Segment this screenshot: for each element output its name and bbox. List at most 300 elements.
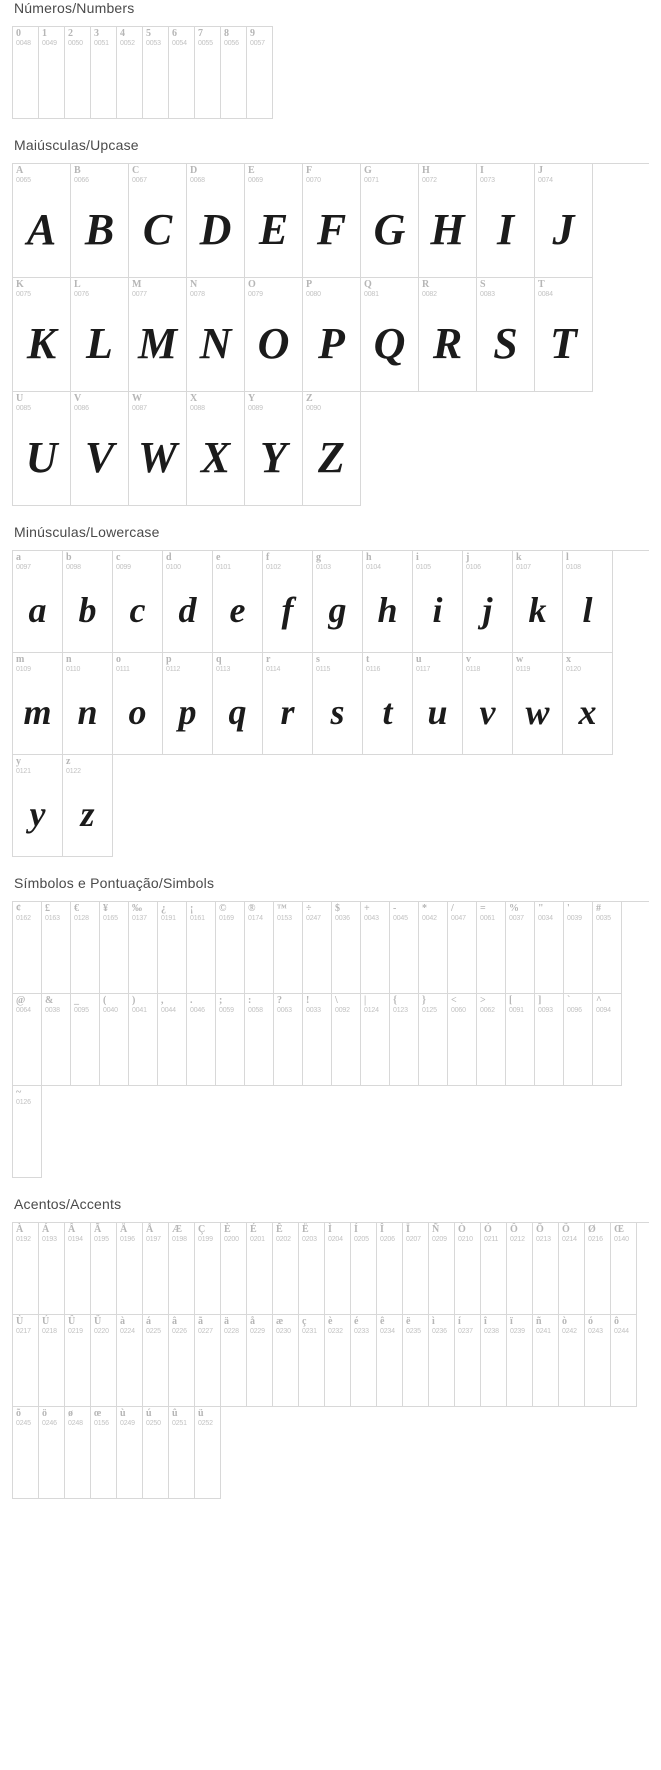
glyph-cell[interactable]	[325, 1315, 351, 1407]
glyph-cell[interactable]	[187, 994, 216, 1086]
glyph-code-label: 0119	[516, 665, 531, 673]
glyph-code-label: 0064	[16, 1006, 31, 1014]
glyph-cell[interactable]	[419, 902, 448, 994]
glyph-preview: s	[330, 691, 345, 732]
glyph-meta	[480, 166, 495, 184]
glyph-meta	[45, 904, 60, 922]
glyph-code-label: 0080	[306, 290, 321, 298]
glyph-cell[interactable]	[91, 1223, 117, 1315]
glyph-cell[interactable]	[39, 1407, 65, 1499]
glyph-cell[interactable]	[263, 653, 313, 755]
glyph-cell[interactable]	[13, 278, 71, 392]
glyph-meta	[16, 280, 31, 298]
glyph-meta	[276, 1225, 291, 1243]
glyph-meta	[74, 166, 89, 184]
glyph-cell[interactable]	[71, 994, 100, 1086]
glyph-char-label: >	[480, 995, 486, 1006]
glyph-cell[interactable]	[463, 551, 513, 653]
glyph-code-label: 0216	[588, 1235, 603, 1243]
glyph-meta	[132, 280, 147, 298]
glyph-meta	[302, 1317, 317, 1335]
glyph-cell[interactable]	[113, 551, 163, 653]
glyph-cell[interactable]	[513, 551, 563, 653]
glyph-cell[interactable]	[274, 994, 303, 1086]
glyph-cell[interactable]	[303, 164, 361, 278]
glyph-code-label: 0245	[16, 1419, 31, 1427]
glyph-code-label: 0169	[219, 914, 234, 922]
glyph-code-label: 0205	[354, 1235, 369, 1243]
glyph-char-label: x	[566, 654, 571, 665]
glyph-cell[interactable]	[403, 1315, 429, 1407]
glyph-cell[interactable]	[563, 551, 613, 653]
glyph-cell[interactable]	[481, 1315, 507, 1407]
glyph-preview: O	[257, 318, 290, 368]
glyph-cell[interactable]	[129, 164, 187, 278]
glyph-code-label: 0230	[276, 1327, 291, 1335]
glyph-cell[interactable]	[13, 551, 63, 653]
glyph-char-label: R	[422, 279, 430, 290]
glyph-char-label: /	[451, 903, 454, 914]
glyph-cell[interactable]	[117, 27, 143, 119]
glyph-meta	[364, 996, 379, 1014]
glyph-meta	[266, 553, 281, 571]
glyph-meta	[248, 394, 263, 412]
glyph-cell[interactable]	[63, 551, 113, 653]
glyph-cell[interactable]	[247, 1315, 273, 1407]
glyph-code-label: 0089	[248, 404, 263, 412]
glyph-cell[interactable]	[390, 994, 419, 1086]
glyph-cell[interactable]	[100, 994, 129, 1086]
glyph-code-label: 0121	[16, 767, 31, 775]
glyph-char-label: l	[566, 552, 569, 563]
glyph-meta	[393, 904, 408, 922]
glyph-cell[interactable]	[129, 278, 187, 392]
glyph-cell[interactable]	[71, 164, 129, 278]
glyph-code-label: 0056	[224, 39, 239, 47]
glyph-char-label: ù	[120, 1408, 126, 1419]
glyph-cell[interactable]	[169, 1407, 195, 1499]
glyph-char-label: n	[66, 654, 72, 665]
glyph-cell[interactable]	[247, 1223, 273, 1315]
glyph-cell[interactable]	[13, 1223, 39, 1315]
glyph-char-label: 9	[250, 28, 255, 39]
glyph-char-label: Ü	[94, 1316, 102, 1327]
glyph-meta	[16, 166, 31, 184]
glyph-cell[interactable]	[13, 27, 39, 119]
glyph-preview: N	[199, 318, 232, 368]
glyph-cell[interactable]	[377, 1315, 403, 1407]
glyph-code-label: 0108	[566, 563, 581, 571]
glyph-cell[interactable]	[71, 278, 129, 392]
glyph-cell[interactable]	[419, 994, 448, 1086]
glyph-meta	[132, 904, 147, 922]
glyph-cell[interactable]	[585, 1223, 611, 1315]
glyph-cell[interactable]	[221, 1315, 247, 1407]
glyph-cell[interactable]	[13, 994, 42, 1086]
glyph-cell[interactable]	[611, 1223, 637, 1315]
glyph-cell[interactable]	[481, 1223, 507, 1315]
glyph-cell[interactable]	[195, 1407, 221, 1499]
glyph-cell[interactable]	[143, 27, 169, 119]
glyph-cell[interactable]	[39, 1315, 65, 1407]
glyph-cell[interactable]	[506, 902, 535, 994]
glyph-char-label: c	[116, 552, 121, 563]
glyph-cell[interactable]	[13, 755, 63, 857]
glyph-cell[interactable]	[273, 1223, 299, 1315]
glyph-char-label: Õ	[536, 1224, 544, 1235]
glyph-cell[interactable]	[187, 164, 245, 278]
glyph-cell[interactable]	[143, 1407, 169, 1499]
glyph-cell[interactable]	[63, 755, 113, 857]
glyph-cell[interactable]	[429, 1315, 455, 1407]
glyph-preview: b	[78, 589, 97, 630]
glyph-cell[interactable]	[361, 278, 419, 392]
glyph-cell[interactable]	[216, 994, 245, 1086]
glyph-cell[interactable]	[507, 1315, 533, 1407]
glyph-cell[interactable]	[245, 902, 274, 994]
glyph-cell[interactable]	[361, 902, 390, 994]
glyph-cell[interactable]	[363, 551, 413, 653]
glyph-char-label: _	[74, 995, 79, 1006]
glyph-meta	[480, 904, 495, 922]
glyph-cell[interactable]	[477, 902, 506, 994]
glyph-meta	[536, 1317, 551, 1335]
glyph-cell[interactable]	[303, 392, 361, 506]
glyph-code-label: 0238	[484, 1327, 499, 1335]
glyph-meta	[562, 1225, 577, 1243]
glyph-cell[interactable]	[13, 164, 71, 278]
glyph-code-label: 0074	[538, 176, 553, 184]
glyph-cell[interactable]	[535, 278, 593, 392]
glyph-cell[interactable]	[117, 1407, 143, 1499]
glyph-char-label: J	[538, 165, 543, 176]
glyph-cell[interactable]	[245, 392, 303, 506]
glyph-char-label: ì	[432, 1316, 435, 1327]
glyph-cell[interactable]	[71, 392, 129, 506]
glyph-cell[interactable]	[216, 902, 245, 994]
glyph-meta	[190, 166, 205, 184]
glyph-meta	[566, 553, 581, 571]
glyph-code-label: 0033	[306, 1006, 321, 1014]
glyph-preview: P	[318, 318, 345, 368]
glyph-cell[interactable]	[535, 164, 593, 278]
glyph-cell[interactable]	[39, 1223, 65, 1315]
glyph-preview: U	[25, 432, 58, 482]
glyph-cell[interactable]	[448, 902, 477, 994]
glyph-cell[interactable]	[63, 653, 113, 755]
glyph-cell[interactable]	[39, 27, 65, 119]
glyph-cell[interactable]	[403, 1223, 429, 1315]
glyph-meta	[306, 996, 321, 1014]
glyph-cell[interactable]	[13, 902, 42, 994]
glyph-code-label: 0104	[366, 563, 381, 571]
glyph-cell[interactable]	[313, 551, 363, 653]
glyph-cell[interactable]	[13, 653, 63, 755]
glyph-cell[interactable]	[361, 994, 390, 1086]
glyph-cell[interactable]	[129, 902, 158, 994]
glyph-cell[interactable]	[559, 1223, 585, 1315]
section-uppercase	[12, 137, 649, 506]
glyph-meta	[516, 553, 531, 571]
glyph-cell[interactable]	[213, 653, 263, 755]
glyph-preview: M	[137, 318, 178, 368]
glyph-cell[interactable]	[535, 994, 564, 1086]
glyph-cell[interactable]	[363, 653, 413, 755]
glyph-meta	[480, 280, 495, 298]
glyph-meta	[224, 1225, 239, 1243]
glyph-meta	[248, 904, 263, 922]
glyph-cell[interactable]	[351, 1315, 377, 1407]
glyph-cell[interactable]	[477, 278, 535, 392]
glyph-char-label: È	[224, 1224, 231, 1235]
glyph-cell[interactable]	[65, 27, 91, 119]
glyph-cell[interactable]	[413, 653, 463, 755]
glyph-cell[interactable]	[221, 1223, 247, 1315]
glyph-cell[interactable]	[195, 1315, 221, 1407]
glyph-code-label: 0124	[364, 1006, 379, 1014]
glyph-cell[interactable]	[195, 27, 221, 119]
glyph-cell[interactable]	[65, 1223, 91, 1315]
glyph-cell[interactable]	[533, 1223, 559, 1315]
glyph-cell[interactable]	[143, 1315, 169, 1407]
glyph-code-label: 0082	[422, 290, 437, 298]
glyph-meta	[596, 904, 611, 922]
glyph-cell[interactable]	[299, 1315, 325, 1407]
glyph-cell[interactable]	[455, 1315, 481, 1407]
glyph-cell[interactable]	[187, 392, 245, 506]
glyph-cell[interactable]	[303, 278, 361, 392]
glyph-code-label: 0079	[248, 290, 263, 298]
glyph-char-label: g	[316, 552, 321, 563]
glyph-cell[interactable]	[100, 902, 129, 994]
glyph-preview: m	[23, 691, 52, 732]
glyph-char-label: `	[567, 995, 571, 1006]
glyph-cell[interactable]	[91, 27, 117, 119]
glyph-code-label: 0092	[335, 1006, 350, 1014]
glyph-cell[interactable]	[65, 1315, 91, 1407]
glyph-cell[interactable]	[564, 902, 593, 994]
glyph-cell[interactable]	[303, 902, 332, 994]
glyph-code-label: 0209	[432, 1235, 447, 1243]
glyph-cell[interactable]	[593, 902, 622, 994]
glyph-code-label: 0201	[250, 1235, 265, 1243]
glyph-code-label: 0072	[422, 176, 437, 184]
glyph-meta	[190, 394, 205, 412]
glyph-cell[interactable]	[513, 653, 563, 755]
glyph-cell[interactable]	[564, 994, 593, 1086]
glyph-char-label: &	[45, 995, 54, 1006]
glyph-char-label: (	[103, 995, 107, 1006]
glyph-char-label: E	[248, 165, 255, 176]
glyph-cell[interactable]	[221, 27, 247, 119]
glyph-cell[interactable]	[419, 278, 477, 392]
glyph-cell[interactable]	[143, 1223, 169, 1315]
glyph-cell[interactable]	[91, 1407, 117, 1499]
glyph-preview: l	[582, 589, 593, 630]
glyph-code-label: 0224	[120, 1327, 135, 1335]
glyph-cell[interactable]	[477, 164, 535, 278]
glyph-code-label: 0226	[172, 1327, 187, 1335]
glyph-code-label: 0200	[224, 1235, 239, 1243]
glyph-cell[interactable]	[245, 164, 303, 278]
glyph-code-label: 0093	[538, 1006, 553, 1014]
section-title-symbols: Símbolos e Pontuação/Simbols	[14, 875, 215, 891]
glyph-code-label: 0054	[172, 39, 187, 47]
glyph-cell[interactable]	[332, 902, 361, 994]
glyph-code-label: 0078	[190, 290, 205, 298]
glyph-meta	[16, 757, 31, 775]
glyph-preview: v	[479, 691, 496, 732]
glyph-code-label: 0039	[567, 914, 582, 922]
glyph-cell[interactable]	[593, 994, 622, 1086]
glyph-cell[interactable]	[535, 902, 564, 994]
glyph-char-label: €	[74, 903, 79, 914]
glyph-cell[interactable]	[274, 902, 303, 994]
glyph-cell[interactable]	[158, 994, 187, 1086]
glyph-char-label: ñ	[536, 1316, 542, 1327]
glyph-cell[interactable]	[463, 653, 513, 755]
glyph-char-label: Á	[42, 1224, 50, 1235]
glyph-preview: S	[493, 318, 518, 368]
glyph-meta	[250, 29, 265, 47]
glyph-cell[interactable]	[507, 1223, 533, 1315]
glyph-cell[interactable]	[585, 1315, 611, 1407]
glyph-cell[interactable]	[129, 994, 158, 1086]
glyph-cell[interactable]	[390, 902, 419, 994]
glyph-cell[interactable]	[42, 902, 71, 994]
glyph-cell[interactable]	[506, 994, 535, 1086]
glyph-cell[interactable]	[533, 1315, 559, 1407]
glyph-char-label: æ	[276, 1316, 284, 1327]
glyph-cell[interactable]	[413, 551, 463, 653]
glyph-meta	[132, 166, 147, 184]
glyph-meta	[120, 1225, 135, 1243]
glyph-meta	[16, 1088, 31, 1106]
glyph-char-label: ~	[16, 1087, 22, 1098]
glyph-meta	[198, 1409, 213, 1427]
glyph-meta	[416, 655, 430, 673]
glyph-cell[interactable]	[42, 994, 71, 1086]
glyph-meta	[216, 553, 231, 571]
glyph-char-label: }	[422, 995, 426, 1006]
glyph-code-label: 0212	[510, 1235, 525, 1243]
glyph-cell[interactable]	[13, 1315, 39, 1407]
glyph-cell[interactable]	[71, 902, 100, 994]
glyph-cell[interactable]	[429, 1223, 455, 1315]
glyph-char-label: +	[364, 903, 370, 914]
glyph-cell[interactable]	[325, 1223, 351, 1315]
glyph-char-label: u	[416, 654, 422, 665]
glyph-cell[interactable]	[361, 164, 419, 278]
glyph-preview: E	[258, 204, 289, 254]
glyph-cell[interactable]	[213, 551, 263, 653]
glyph-char-label: Ô	[510, 1224, 518, 1235]
glyph-cell[interactable]	[187, 902, 216, 994]
glyph-meta	[538, 904, 553, 922]
glyph-cell[interactable]	[187, 278, 245, 392]
glyph-cell[interactable]	[169, 1223, 195, 1315]
glyph-meta	[614, 1317, 629, 1335]
glyph-cell[interactable]	[13, 1086, 42, 1178]
glyph-code-label: 0111	[116, 665, 130, 673]
glyph-code-label: 0094	[596, 1006, 611, 1014]
glyph-grid-numbers	[12, 26, 273, 119]
glyph-char-label: Ï	[406, 1224, 410, 1235]
glyph-preview: k	[528, 589, 547, 630]
glyph-cell[interactable]	[113, 653, 163, 755]
glyph-cell[interactable]	[263, 551, 313, 653]
glyph-meta	[335, 996, 350, 1014]
glyph-cell[interactable]	[13, 392, 71, 506]
glyph-cell[interactable]	[377, 1223, 403, 1315]
glyph-code-label: 0198	[172, 1235, 187, 1243]
glyph-char-label: Ú	[42, 1316, 50, 1327]
glyph-char-label: à	[120, 1316, 125, 1327]
glyph-meta	[588, 1317, 603, 1335]
glyph-code-label: 0060	[451, 1006, 466, 1014]
glyph-cell[interactable]	[91, 1315, 117, 1407]
glyph-cell[interactable]	[303, 994, 332, 1086]
glyph-cell[interactable]	[455, 1223, 481, 1315]
glyph-cell[interactable]	[195, 1223, 221, 1315]
glyph-char-label: ô	[614, 1316, 619, 1327]
glyph-cell[interactable]	[13, 1407, 39, 1499]
glyph-cell[interactable]	[448, 994, 477, 1086]
glyph-meta	[66, 553, 81, 571]
section-accents	[12, 1196, 649, 1499]
glyph-char-label: Â	[68, 1224, 76, 1235]
glyph-cell[interactable]	[611, 1315, 637, 1407]
glyph-char-label: Q	[364, 279, 372, 290]
glyph-cell[interactable]	[158, 902, 187, 994]
glyph-cell[interactable]	[245, 994, 274, 1086]
glyph-cell[interactable]	[477, 994, 506, 1086]
glyph-cell[interactable]	[169, 1315, 195, 1407]
glyph-meta	[216, 655, 230, 673]
glyph-cell[interactable]	[163, 551, 213, 653]
glyph-char-label: O	[248, 279, 256, 290]
glyph-cell[interactable]	[163, 653, 213, 755]
glyph-cell[interactable]	[313, 653, 363, 755]
glyph-cell[interactable]	[351, 1223, 377, 1315]
glyph-code-label: 0199	[198, 1235, 213, 1243]
glyph-cell[interactable]	[169, 27, 195, 119]
glyph-preview: e	[229, 589, 246, 630]
glyph-char-label: ?	[277, 995, 282, 1006]
glyph-char-label: ó	[588, 1316, 593, 1327]
glyph-cell[interactable]	[419, 164, 477, 278]
glyph-cell[interactable]	[299, 1223, 325, 1315]
glyph-cell[interactable]	[559, 1315, 585, 1407]
glyph-cell[interactable]	[273, 1315, 299, 1407]
glyph-code-label: 0075	[16, 290, 31, 298]
glyph-meta	[538, 996, 553, 1014]
glyph-char-label: Ù	[16, 1316, 24, 1327]
glyph-preview: X	[200, 432, 231, 482]
glyph-cell[interactable]	[65, 1407, 91, 1499]
glyph-meta	[316, 553, 331, 571]
glyph-cell[interactable]	[117, 1315, 143, 1407]
section-title-accents: Acentos/Accents	[14, 1196, 122, 1212]
glyph-meta	[16, 1225, 31, 1243]
glyph-char-label: p	[166, 654, 172, 665]
glyph-cell[interactable]	[332, 994, 361, 1086]
glyph-cell[interactable]	[563, 653, 613, 755]
glyph-cell[interactable]	[245, 278, 303, 392]
glyph-cell[interactable]	[117, 1223, 143, 1315]
glyph-cell[interactable]	[247, 27, 273, 119]
glyph-cell[interactable]	[129, 392, 187, 506]
